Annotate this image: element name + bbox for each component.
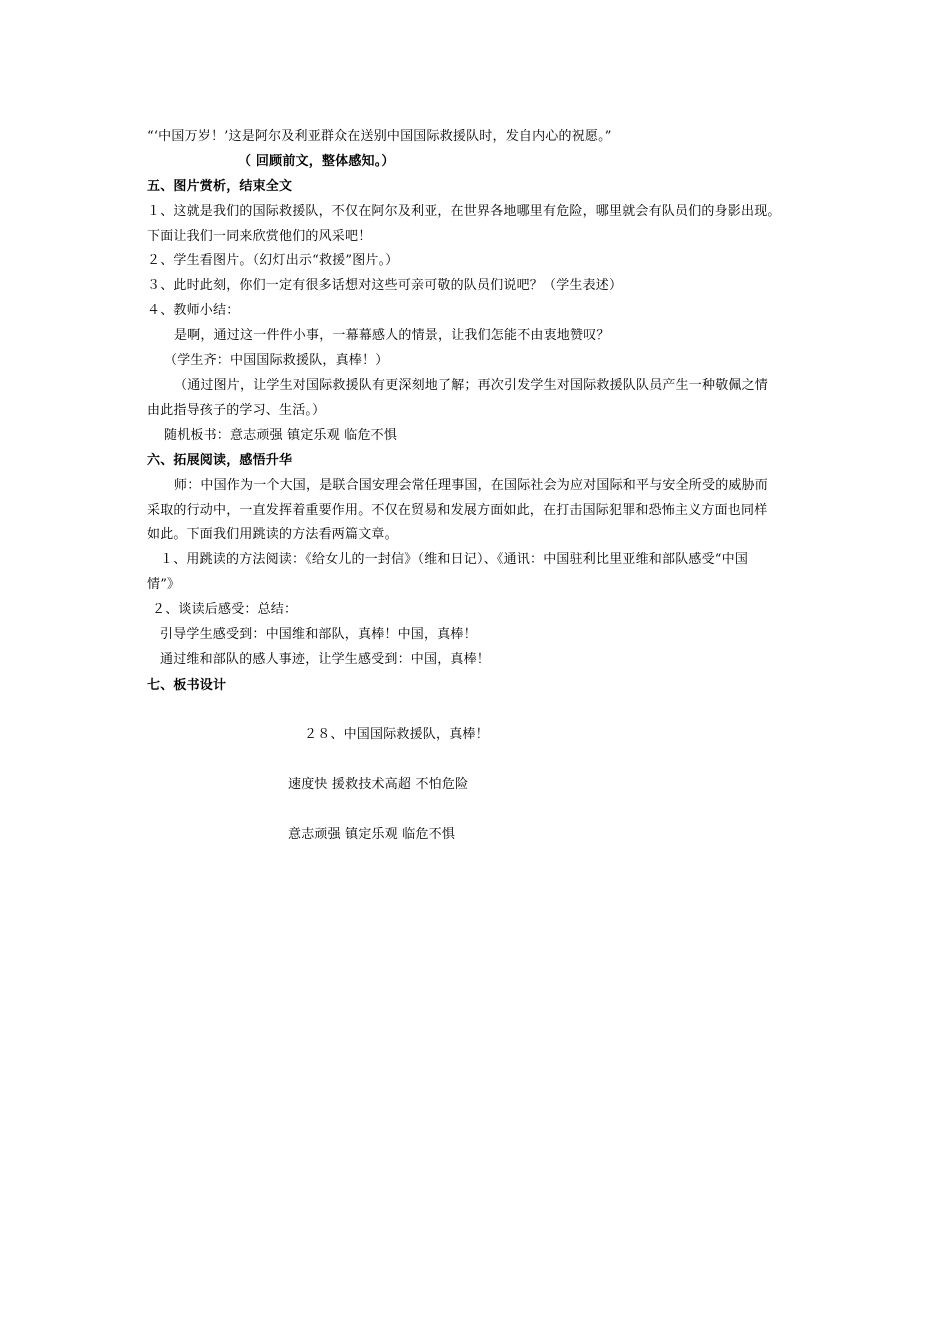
section5-purpose-line1: （通过图片，让学生对国际救援队有更深刻地了解；再次引发学生对国际救援队队员产生一种敬佩之情 bbox=[174, 378, 769, 393]
section5-student-response: （学生齐：中国国际救援队，真棒！） bbox=[164, 353, 389, 368]
section6-teacher-line2: 采取的行动中，一直发挥着重要作用。不仅在贸易和发展方面如此，在打击国际犯罪和恐怖主义方面也同样 bbox=[147, 503, 768, 518]
section6-heading: 六、拓展阅读，感悟升华 bbox=[147, 453, 293, 468]
section7-heading: 七、板书设计 bbox=[147, 678, 227, 693]
section5-item1-line1: １、这就是我们的国际救援队，不仅在阿尔及利亚，在世界各地哪里有危险，哪里就会有队员们的身影出现。 bbox=[147, 204, 781, 219]
section5-purpose-line2: 由此指导孩子的学习、生活。） bbox=[147, 403, 326, 418]
section5-item2: ２、学生看图片。（幻灯出示“救援”图片。） bbox=[147, 253, 399, 268]
board-title: ２８、中国国际救援队，真棒！ bbox=[304, 727, 489, 742]
section5-item4: ４、教师小结： bbox=[147, 303, 240, 318]
section6-teacher-line1: 师：中国作为一个大国，是联合国安理会常任理事国，在国际社会为应对国际和平与安全所受的威胁而 bbox=[174, 478, 769, 493]
section6-guide2: 通过维和部队的感人事迹，让学生感受到：中国，真棒！ bbox=[160, 652, 491, 667]
section5-summary: 是啊，通过这一件件小事，一幕幕感人的情景，让我们怎能不由衷地赞叹？ bbox=[174, 328, 610, 343]
board-line2: 意志顽强 镇定乐观 临危不惧 bbox=[288, 827, 456, 842]
section5-heading: 五、图片赏析，结束全文 bbox=[147, 179, 293, 194]
section5-board-note: 随机板书：意志顽强 镇定乐观 临危不惧 bbox=[164, 428, 398, 443]
intro-quote: “‘中国万岁！’这是阿尔及利亚群众在送别中国国际救援队时，发自内心的祝愿。” bbox=[147, 129, 612, 144]
review-note: （ 回顾前文，整体感知。） bbox=[238, 154, 395, 169]
section6-teacher-line3: 如此。下面我们用跳读的方法看两篇文章。 bbox=[147, 527, 398, 542]
section5-item3: ３、此时此刻，你们一定有很多话想对这些可亲可敬的队员们说吧？（学生表述） bbox=[147, 278, 623, 293]
board-line1: 速度快 援救技术高超 不怕危险 bbox=[288, 777, 469, 792]
section6-item1-line1: １、用跳读的方法阅读：《给女儿的一封信》（维和日记）、《通讯：中国驻利比里亚维和部队感受“中国 bbox=[160, 552, 749, 567]
section5-item1-line2: 下面让我们一同来欣赏他们的风采吧！ bbox=[147, 229, 372, 244]
section6-guide1: 引导学生感受到：中国维和部队，真棒！中国，真棒！ bbox=[160, 627, 477, 642]
section6-item2: ２、谈读后感受：总结： bbox=[152, 602, 298, 617]
section6-item1-line2: 情”》 bbox=[147, 577, 181, 592]
